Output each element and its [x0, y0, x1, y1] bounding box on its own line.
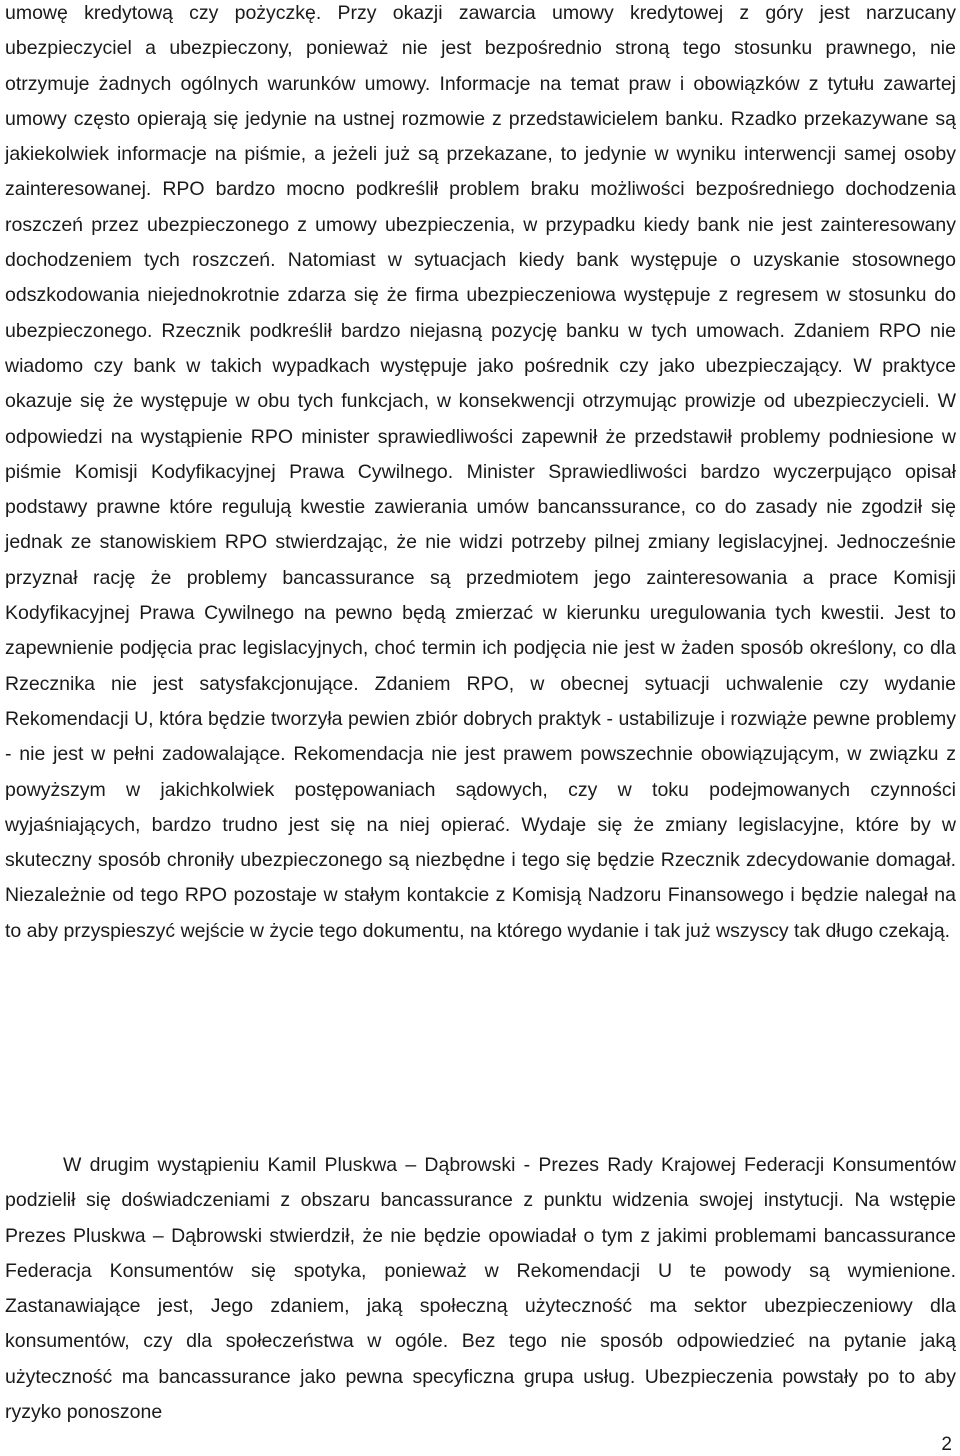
document-page [5, 0, 956, 1456]
paragraph-second-speech: W drugim wystąpieniu Kamil Pluskwa – Dąbrowski - Prezes Rady Krajowej Federacji Konsumentów podzielił się doświadczeniami z obszaru bancassurance z punktu widzenia swojej instytucji. Na wstępie Prezes Pluskwa – Dąbrowski stwierdził, że nie będzie opowiadał o tym z jakimi problemami bancassurance Federacja Konsumentów się spotyka, ponieważ w Rekomendacji U te powody są wymienione. Zastanawiające jest, Jego zdaniem, jaką społeczną użyteczność ma sektor ubezpieczeniowy dla konsumentów, czy dla społeczeństwa w ogóle. Bez tego nie sposób odpowiedzieć na pytanie jaką użyteczność ma bancassurance jako pewna specyficzna grupa usług. Ubezpieczenia powstały po to aby ryzyko ponoszone [5, 1154, 956, 1424]
page-number: 2 [941, 1434, 952, 1455]
paragraph-rpo-summary: umowę kredytową czy pożyczkę. Przy okazji zawarcia umowy kredytowej z góry jest narzucany ubezpieczyciel a ubezpieczony, ponieważ nie jest bezpośrednio stroną tego stosunku prawnego, nie otrzymuje żadnych ogólnych warunków umowy. Informacje na temat praw i obowiązków z tytułu zawartej umowy często opierają się jedynie na ustnej rozmowie z przedstawicielem banku. Rzadko przekazywane są jakiekolwiek informacje na piśmie, a jeżeli już są przekazane, to jedynie w wyniku interwencji samej osoby zainteresowanej. RPO bardzo mocno podkreślił problem braku możliwości bezpośredniego dochodzenia roszczeń przez ubezpieczonego z umowy ubezpieczenia, w przypadku kiedy bank nie jest zainteresowany dochodzeniem tych roszczeń. Natomiast w sytuacjach kiedy bank występuje o uzyskanie stosownego odszkodowania niejednokrotnie zdarza się że firma ubezpieczeniowa występuje z regresem w stosunku do ubezpieczonego. Rzecznik podkreślił bardzo niejasną pozycję banku w tych umowach. Zdaniem RPO nie wiadomo czy bank w takich wypadkach występuje jako pośrednik czy jako ubezpieczający. W praktyce okazuje się że występuje w obu tych funkcjach, w konsekwencji otrzymując prowizje od ubezpieczycieli. W odpowiedzi na wystąpienie RPO minister sprawiedliwości zapewnił że przedstawił problemy podniesione w piśmie Komisji Kodyfikacyjnej Prawa Cywilnego. Minister Sprawiedliwości bardzo wyczerpująco opisał podstawy prawne które regulują kwestie zawierania umów bancanssurance, co do zasady nie zgodził się jednak ze stanowiskiem RPO stwierdzając, że nie widzi potrzeby pilnej zmiany legislacyjnej. Jednocześnie przyznał rację że problemy bancassurance są przedmiotem jego zainteresowania a prace Komisji Kodyfikacyjnej Prawa Cywilnego na pewno będą zmierzać w kierunku uregulowania tych kwestii. Jest to zapewnienie podjęcia prac legislacyjnych, choć termin ich podjęcia nie jest w żaden sposób określony, co dla Rzecznika nie jest satysfakcjonujące. Zdaniem RPO, w obecnej sytuacji uchwalenie czy wydanie Rekomendacji U, która będzie tworzyła pewien zbiór dobrych praktyk - ustabilizuje i rozwiąże pewne problemy - nie jest w pełni zadowalające. Rekomendacja nie jest prawem powszechnie obowiązującym, w związku z powyższym w jakichkolwiek postępowaniach sądowych, czy w toku podejmowanych czynności wyjaśniających, bardzo trudno jest się na niej opierać. Wydaje się że zmiany legislacyjne, które by w skuteczny sposób chroniły ubezpieczonego są niezbędne i tego się będzie Rzecznik zdecydowanie domagał. Niezależnie od tego RPO pozostaje w stałym kontakcie z Komisją Nadzoru Finansowego i będzie nalegał na to aby przyspieszyć wejście w życie tego dokumentu, na którego wydanie i tak już wszyscy tak długo czekają. [5, 2, 956, 942]
